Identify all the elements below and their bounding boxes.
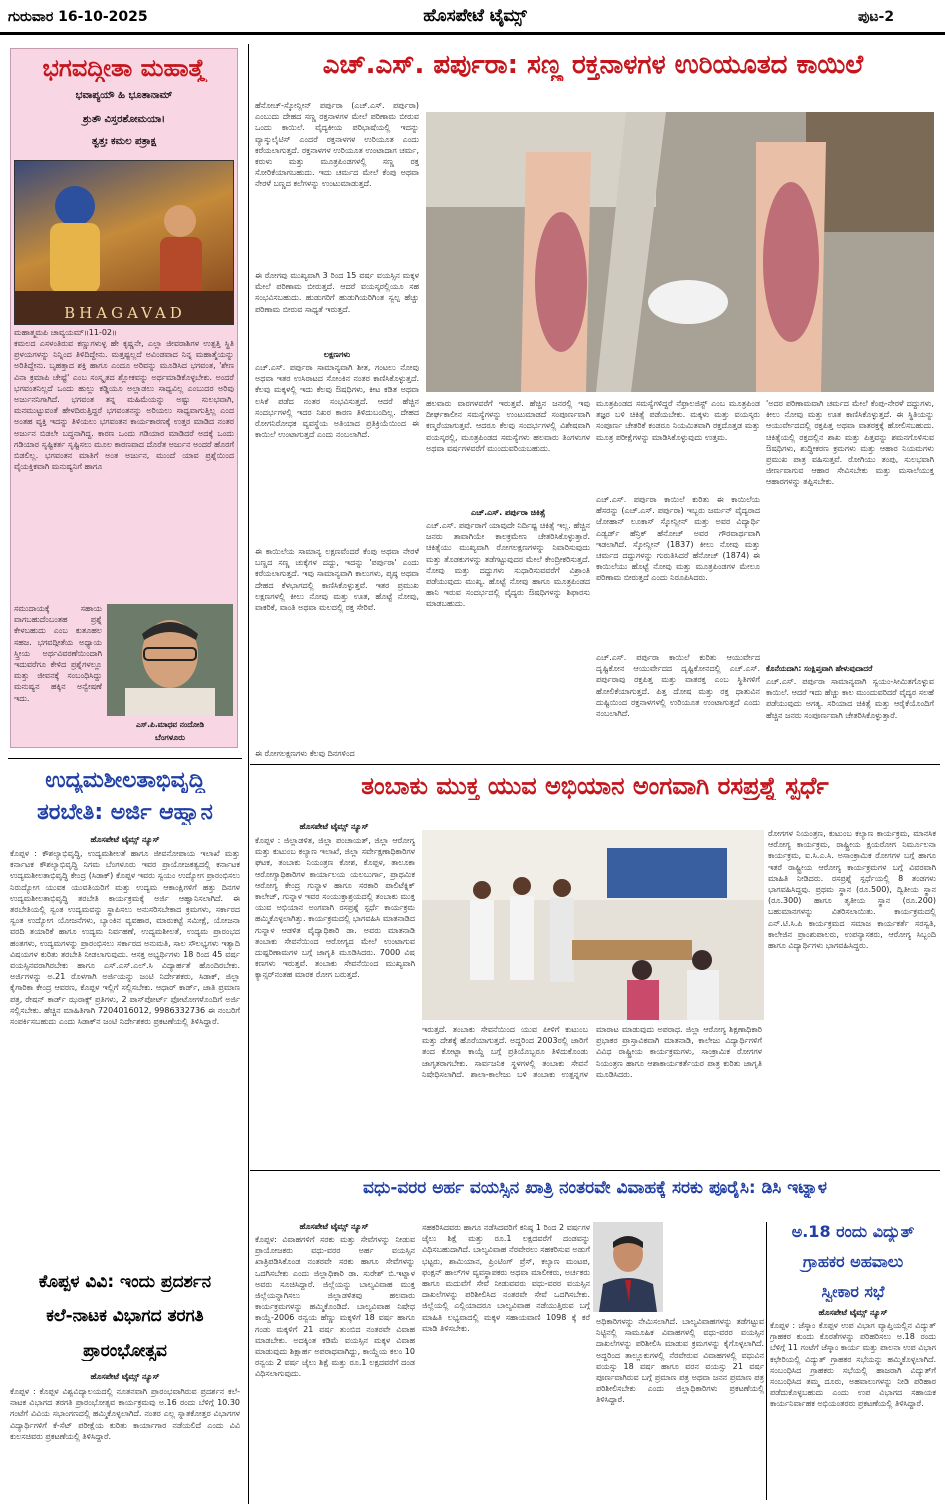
newspaper-title: ಹೊಸಪೇಟೆ ಟೈಮ್ಸ್ [423, 6, 527, 26]
page-number: ಪುಟ-2 [858, 9, 895, 25]
masthead-rule [0, 32, 945, 35]
tobacco-byline: ಹೊಸಪೇಟೆ ಟೈಮ್ಸ್ ನ್ಯೂಸ್ [299, 822, 369, 831]
koppal-headline-1: ಕೊಪ್ಪಳ ವಿವಿ: ಇಂದು ಪ್ರದರ್ಶನ [38, 1272, 212, 1292]
dc-portrait-photo [593, 1222, 663, 1312]
power-headline-2: ಗ್ರಾಹಕರ ಅಹವಾಲು [802, 1252, 904, 1271]
date-label: ಗುರುವಾರ 16-10-2025 [8, 9, 148, 25]
power-byline: ಹೊಸಪೇಟೆ ಟೈಮ್ಸ್ ನ್ಯೂಸ್ [818, 1308, 888, 1317]
gita-body-2: ಸಮುದಾಯಕ್ಕೆ ಸಹಾಯ ವಾಗಬಹುದೆಂಬಂತಹ ಪ್ರಶ್ನೆ ಕೇಳಬಹುದು ಎಂಬ ಕುತೂಹಲ ಸಹಜ. ಭಗವದ್ಗೀತೆಯ ಅಧ್ಯಾಯ ಸ್ತ್ರೀಯ ಅರ್ಥವಿವರಣೆಯಿಂದಾಗಿ ಇದುವರೆಗೂ ಕೇಳಿದ ಪ್ರಶ್ನೆಗಳಲ್ಲೂ ಮತ್ತು ಜೀವನಕ್ಕೆ ಸಂಬಂಧಿಸಿದ್ದು ಮನುಷ್ಯನ ಹಕ್ಕಿನ ಅನ್ವೇಷಣೆ ಇದು. [14, 604, 102, 703]
rule-power [766, 1222, 767, 1500]
author-place: ಬೆಂಗಳೂರು [155, 733, 185, 742]
gita-verse-2: ಶ್ರುತೌ ವಿಸ್ತರಶೋಮಯಾ। [82, 114, 166, 125]
koppal-headline-3: ಪ್ರಾರಂಭೋತ್ಸವ [83, 1341, 167, 1361]
power-headline-1: ಅ.18 ರಂದು ವಿದ್ಯುತ್ [791, 1222, 915, 1241]
author-name: ಎಸ್.ಪಿ.ಮಾಧವ ನಂದೋಡಿ [135, 720, 205, 729]
hsp-col1-p4: ಈ ಕಾಯಿಲೆಯ ಸಾಮಾನ್ಯ ಲಕ್ಷಣವೆಂದರೆ ಕೆಂಪು ಅಥವಾ ನೇರಳೆ ಬಣ್ಣದ ಸಣ್ಣ ಚುಕ್ಕೆಗಳ ದದ್ದು, ಇದನ್ನು 'ಪರ್ಪುರಾ' ಎಂದು ಕರೆಯಲಾಗುತ್ತದೆ. ಇವು ಸಾಮಾನ್ಯವಾಗಿ ಕಾಲುಗಳು, ಪೃಷ್ಠ ಅಥವಾ ದೇಹದ ಕೆಳಭಾಗದಲ್ಲಿ ಕಾಣಿಸಿಕೊಳ್ಳುತ್ತವೆ. ಇತರ ಪ್ರಮುಖ ಲಕ್ಷಣಗಳಲ್ಲಿ ಕೀಲು ನೋವು ಮತ್ತು ಊತ, ಹೊಟ್ಟೆ ನೋವು, ವಾಕರಿಕೆ, ವಾಂತಿ ಅಥವಾ ಮಲದಲ್ಲಿ ರಕ್ತ ಸೇರಿವೆ. [255, 547, 419, 613]
hsp-col1-p5: ಈ ರೋಗಲಕ್ಷಣಗಳು ಕೆಲವು ದಿನಗಳಿಂದ [255, 749, 355, 758]
hsp-col1-p2: ಈ ರೋಗವು ಮುಖ್ಯವಾಗಿ 3 ರಿಂದ 15 ವರ್ಷ ವಯಸ್ಸಿನ ಮಕ್ಕಳ ಮೇಲೆ ಪರಿಣಾಮ ಬೀರುತ್ತದೆ. ಆದರೆ ವಯಸ್ಕರಲ್ಲಿಯೂ ಸಹ ಸಂಭವಿಸಬಹುದು. ಹುಡುಗರಿಗೆ ಹುಡುಗಿಯರಿಗಿಂತ ಸ್ವಲ್ಪ ಹೆಚ್ಚು ಪರಿಣಾಮ ಬೀರುವ ಸಾಧ್ಯತೆ ಇರುತ್ತದೆ. [255, 271, 419, 314]
hsp-col4-p1: 'ಅದರ ಪರಿಣಾಮವಾಗಿ ಚರ್ಮದ ಮೇಲೆ ಕೆಂಪು-ನೇರಳೆ ದದ್ದುಗಳು, ಕೀಲು ನೋವು ಮತ್ತು ಊತ ಕಾಣಿಸಿಕೊಳ್ಳುತ್ತದೆ. ಈ ಸ್ಥಿತಿಯನ್ನು ಆಯುರ್ವೇದದಲ್ಲಿ ರಕ್ತಪಿತ್ತ ಅಥವಾ ವಾತರಕ್ತಕ್ಕೆ ಹೋಲಿಸಬಹುದು. ಚಿಕಿತ್ಸೆಯಲ್ಲಿ ರಕ್ತದಲ್ಲಿನ ಶಾಖ ಮತ್ತು ಪಿತ್ತವನ್ನು ಶಮನಗೊಳಿಸುವ ಔಷಧಿಗಳು, ಶುದ್ಧೀಕರಣ ಕ್ರಮಗಳು ಮತ್ತು ಆಹಾರ ನಿಯಮಗಳು ಪ್ರಮುಖ ಪಾತ್ರ ವಹಿಸುತ್ತವೆ. ರೋಗಿಯು ತಂಪು, ಸುಲಭವಾಗಿ ಜೀರ್ಣವಾಗುವ ಆಹಾರ ಸೇವಿಸಬೇಕು ಮತ್ತು ಮಸಾಲೆಯುಕ್ತ ಆಹಾರಗಳನ್ನು ತಪ್ಪಿಸಬೇಕು. [766, 399, 934, 487]
hsp-col1-p1: ಹೆನೋಚ್-ಸ್ಕೋನ್ಲೀನ್ ಪರ್ಪುರಾ (ಎಚ್.ಎಸ್. ಪರ್ಪುರಾ) ಎಂಬುದು ದೇಹದ ಸಣ್ಣ ರಕ್ತನಾಳಗಳ ಮೇಲೆ ಪರಿಣಾಮ ಬೀರುವ ಒಂದು ಕಾಯಿಲೆ. ವೈದ್ಯಕೀಯ ಪರಿಭಾಷೆಯಲ್ಲಿ ಇದನ್ನು ವ್ಯಾಸ್ಕುಲೈಟಿಸ್ ಎಂದರೆ ರಕ್ತನಾಳಗಳ ಉರಿಯೂತ ಎಂದು ಕರೆಯಲಾಗುತ್ತದೆ. ರಕ್ತನಾಳಗಳ ಉರಿಯೂತ ಉಂಟಾದಾಗ ಚರ್ಮ, ಕರುಳು ಮತ್ತು ಮೂತ್ರಪಿಂಡಗಳಲ್ಲಿ ಸಣ್ಣ ರಕ್ತ ಸೋರಿಕೆಯಾಗಬಹುದು. ಇದು ಚರ್ಮದ ಮೇಲೆ ಕೆಂಪು ಅಥವಾ ನೇರಳೆ ಬಣ್ಣದ ಕಲೆಗಳನ್ನು ಉಂಟುಮಾಡುತ್ತದೆ. [255, 101, 419, 189]
krishna-arjuna-image [14, 160, 234, 325]
quiz-event-photo [422, 830, 764, 1020]
hsp-col2-p2: ಎಚ್.ಎಸ್. ಪರ್ಪುರಾಗೆ ಯಾವುದೇ ನಿರ್ದಿಷ್ಟ ಚಿಕಿತ್ಸೆ ಇಲ್ಲ. ಹೆಚ್ಚಿನ ಜನರು ತಾವಾಗಿಯೇ ಕಾಲಕ್ರಮೇಣ ಚೇತರಿಸಿಕೊಳ್ಳುತ್ತಾರೆ. ಚಿಕಿತ್ಸೆಯು ಮುಖ್ಯವಾಗಿ ರೋಗಲಕ್ಷಣಗಳನ್ನು ನಿವಾರಿಸುವುದು ಮತ್ತು ತೊಡಕುಗಳನ್ನು ತಡೆಗಟ್ಟುವುದರ ಮೇಲೆ ಕೇಂದ್ರೀಕರಿಸುತ್ತದೆ. ನೋವು ಮತ್ತು ದದ್ದುಗಳು ಸುಧಾರಿಸುವವರೆಗೆ ವಿಶ್ರಾಂತಿ ಪಡೆಯುವುದು ಮುಖ್ಯ. ಹೊಟ್ಟೆ ನೋವು ಹಾಗೂ ಮೂತ್ರಪಿಂಡದ ಹಾನಿ ಇರುವ ಸಂದರ್ಭದಲ್ಲಿ ವೈದ್ಯರು ಔಷಧಿಗಳನ್ನು ಶಿಫಾರಸು ಮಾಡಬಹುದು. [426, 521, 590, 609]
tobacco-col3: ರೋಗಗಳ ನಿಯಂತ್ರಣ, ಕುಟುಂಬ ಕಲ್ಯಾಣ ಕಾರ್ಯಕ್ರಮ, ಮಾನಸಿಕ ಆರೋಗ್ಯ ಕಾರ್ಯಕ್ರಮ, ರಾಷ್ಟ್ರೀಯ ಕ್ಷಯರೋಗ ನಿರ್ಮೂಲನಾ ಕಾರ್ಯಕ್ರಮ, ಐ.ಸಿ.ಎ.ಸಿ. ಅಸಾಂಕ್ರಾಮಿಕ ರೋಗಗಳ ಬಗ್ಗೆ ಹಾಗೂ ಇತರೆ ರಾಷ್ಟ್ರೀಯ ಆರೋಗ್ಯ ಕಾರ್ಯಕ್ರಮಗಳ ಬಗ್ಗೆ ವಿವರವಾಗಿ ಮಾಹಿತಿ ನೀಡಿದರು. ರಸಪ್ರಶ್ನೆ ಸ್ಪರ್ಧೆಯಲ್ಲಿ 8 ತಂಡಗಳು ಭಾಗವಹಿಸಿದ್ದವು. ಪ್ರಥಮ ಸ್ಥಾನ (ರೂ.500), ದ್ವಿತೀಯ ಸ್ಥಾನ (ರೂ.300) ಹಾಗೂ ತೃತೀಯ ಸ್ಥಾನ (ರೂ.200) ಬಹುಮಾನಗಳನ್ನು ವಿತರಿಸಲಾಯಿತು. ಕಾರ್ಯಕ್ರಮದಲ್ಲಿ ಎನ್.ಟಿ.ಸಿ.ಪಿ ಕಾರ್ಯಕ್ರಮದ ಸಮಾಜ ಕಾರ್ಯಕರ್ತೆ ಸರಸ್ವತಿ, ಕಾಲೇಜಿನ ಪ್ರಾಂಶುಪಾಲರು, ಉಪನ್ಯಾಸಕರು, ಆರೋಗ್ಯ ಸಿಬ್ಬಂದಿ ಹಾಗೂ ವಿದ್ಯಾರ್ಥಿಗಳು ಭಾಗವಹಿಸಿದ್ದರು. [768, 829, 936, 951]
power-headline-3: ಸ್ವೀಕಾರ ಸಭೆ [821, 1282, 885, 1301]
rule-tobacco-bottom [250, 1170, 940, 1171]
hsp-col3-p1: ಮೂತ್ರಪಿಂಡದ ಸಮಸ್ಯೆಗಳಿದ್ದರೆ ನೆಫ್ರಾಲಜಿಸ್ಟ್ ಎಂಬ ಮೂತ್ರಪಿಂಡ ತಜ್ಞರ ಬಳಿ ಚಿಕಿತ್ಸೆ ಪಡೆಯಬೇಕು. ಮಕ್ಕಳು ಮತ್ತು ವಯಸ್ಕರು ಸಂಪೂರ್ಣ ಚೇತರಿಕೆ ಕಂಡರೂ ನಿಯಮಿತವಾಗಿ ರಕ್ತದೊತ್ತಡ ಮತ್ತು ಮೂತ್ರ ಪರೀಕ್ಷೆಗಳನ್ನು ಮಾಡಿಸಿಕೊಳ್ಳುವುದು ಉತ್ತಮ. [596, 399, 760, 442]
hsp-col3-p3: ಎಚ್.ಎಸ್. ಪರ್ಪುರಾ ಕಾಯಿಲೆ ಕುರಿತು ಆಯುರ್ವೇದ ದೃಷ್ಟಿಕೋನ ಆಯುರ್ವೇದದ ದೃಷ್ಟಿಕೋನದಲ್ಲಿ ಎಚ್.ಎಸ್. ಪರ್ಪುರಾವು ರಕ್ತಪಿತ್ತ ಮತ್ತು ವಾತರಕ್ತ ಎಂಬ ಸ್ಥಿತಿಗಳಿಗೆ ಹೋಲಿಕೆಯಾಗುತ್ತದೆ. ಪಿತ್ತ ದೋಷ ಮತ್ತು ರಕ್ತ ಧಾತುವಿನ ದುಷ್ಟಿಯಿಂದ ರಕ್ತನಾಳಗಳಲ್ಲಿ ಉರಿಯೂತ ಉಂಟಾಗುತ್ತದೆ ಎಂದು ನಂಬಲಾಗಿದೆ. [596, 653, 760, 719]
marriage-col2: ಸಹಕರಿಸಿದವರು ಹಾಗೂ ನಡೆಸಿದವರಿಗೆ ಕನಿಷ್ಠ 1 ರಿಂದ 2 ವರ್ಷಗಳ ಜೈಲು ಶಿಕ್ಷೆ ಮತ್ತು ರೂ.1 ಲಕ್ಷದವರೆಗೆ ದಂಡವನ್ನು ವಿಧಿಸಬಹುದಾಗಿದೆ. ಬಾಲ್ಯವಿವಾಹ ನೆರವೇರಲು ಸಹಕರಿಸುವ ಅಡುಗೆ ಭಟ್ಟರು, ಶಾಮಿಯಾನ, ಪ್ರಿಂಟಿಂಗ್ ಪ್ರೆಸ್, ಕಲ್ಯಾಣ ಮಂಟಪ, ಫಂಕ್ಷನ್ ಹಾಲ್‌ಗಳ ವ್ಯವಸ್ಥಾಪಕರು ಅಥವಾ ಮಾಲೀಕರು, ಅರ್ಚಕರು ಹಾಗೂ ಮದುವೆಗೆ ಸೇವೆ ನೀಡುವವರು ವಧು-ವರರ ವಯಸ್ಸಿನ ದಾಖಲೆಗಳನ್ನು ಪರಿಶೀಲಿಸಿದ ನಂತರವೇ ಸೇವೆ ಒದಗಿಸಬೇಕು. ಜಿಲ್ಲೆಯಲ್ಲಿ ಎಲ್ಲಿಯಾದರೂ ಬಾಲ್ಯವಿವಾಹ ನಡೆಯುತ್ತಿರುವ ಬಗ್ಗೆ ಮಾಹಿತಿ ಲಭ್ಯವಾದಲ್ಲಿ ಮಕ್ಕಳ ಸಹಾಯವಾಣಿ 1098 ಕ್ಕೆ ಕರೆ ಮಾಡಿ ತಿಳಿಸಬೇಕು. [422, 1223, 590, 1333]
hsp-col4-subhead: ಕೊನೆಯದಾಗಿ: ಸಂಕ್ಷಿಪ್ತವಾಗಿ ಹೇಳುವುದಾದರೆ [766, 664, 873, 673]
tobacco-col1: ಕೊಪ್ಪಳ : ಜಿಲ್ಲಾಡಳಿತ, ಜಿಲ್ಲಾ ಪಂಚಾಯತ್, ಜಿಲ್ಲಾ ಆರೋಗ್ಯ ಮತ್ತು ಕುಟುಂಬ ಕಲ್ಯಾಣ ಇಲಾಖೆ, ಜಿಲ್ಲಾ ಸರ್ವೇಕ್ಷಣಾಧಿಕಾರಿಗಳ ಘಟಕ, ತಂಬಾಕು ನಿಯಂತ್ರಣ ಕೋಶ, ಕೊಪ್ಪಳ, ತಾಲೂಕಾ ಆರೋಗ್ಯಾಧಿಕಾರಿಗಳ ಕಾರ್ಯಾಲಯ ಯಲಬುರ್ಗಾ, ಪ್ರಾಥಮಿಕ ಆರೋಗ್ಯ ಕೇಂದ್ರ ಗುನ್ನಾಳ ಹಾಗೂ ಸರಕಾರಿ ಪಾಲಿಟೆಕ್ನಿಕ್ ಕಾಲೇಜ್, ಗುನ್ನಾಳ ಇವರ ಸಂಯುಕ್ತಾಶ್ರಯದಲ್ಲಿ ತಂಬಾಕು ಮುಕ್ತ ಯುವ ಅಭಿಯಾನ ಅಂಗವಾಗಿ ರಸಪ್ರಶ್ನೆ ಸ್ಪರ್ಧೆ ಕಾರ್ಯಕ್ರಮ ಹಮ್ಮಿಕೊಳ್ಳಲಾಗಿತ್ತು. ಕಾರ್ಯಕ್ರಮದಲ್ಲಿ ಭಾಗವಹಿಸಿ ಮಾತನಾಡಿದ ಗುನ್ನಾಳ ಆಡಳಿತ ವೈದ್ಯಾಧಿಕಾರಿ ಡಾ. ಅವರು ಮಾತನಾಡಿ ತಂಬಾಕು ಸೇವನೆಯಿಂದ ಆರೋಗ್ಯದ ಮೇಲೆ ಉಂಟಾಗುವ ದುಷ್ಪರಿಣಾಮಗಳ ಬಗ್ಗೆ ಜಾಗೃತಿ ಮೂಡಿಸಿದರು. 7000 ವಿಷ ಕಣಗಳು ಇರುತ್ತವೆ. ತಂಬಾಕು ಸೇವನೆಯಿಂದ ಮುಖ್ಯವಾಗಿ ಕ್ಯಾನ್ಸರ್‌ನಂತಹ ಮಾರಕ ರೋಗ ಬರುತ್ತದೆ. [255, 836, 415, 980]
udyama-headline-1: ಉದ್ಯಮಶೀಲತಾಭಿವೃದ್ಧಿ [45, 768, 205, 793]
hsp-col1-p3: ಎಚ್.ಎಸ್. ಪರ್ಪುರಾ ಸಾಮಾನ್ಯವಾಗಿ ಶೀತ, ಗಂಟಲು ನೋವು ಅಥವಾ ಇತರ ಉಸಿರಾಟದ ಸೋಂಕಿನ ನಂತರ ಕಾಣಿಸಿಕೊಳ್ಳುತ್ತದೆ. ಕೆಲವು ಮಕ್ಕಳಲ್ಲಿ ಇದು ಕೆಲವು ಔಷಧಿಗಳು, ಕೀಟ ಕಡಿತ ಅಥವಾ ಲಸಿಕೆ ಪಡೆದ ನಂತರ ಸಂಭವಿಸುತ್ತದೆ. ಆದರೆ ಹೆಚ್ಚಿನ ಸಂದರ್ಭಗಳಲ್ಲಿ ಇದರ ನಿಖರ ಕಾರಣ ತಿಳಿದುಬಂದಿಲ್ಲ. ದೇಹದ ರೋಗನಿರೋಧಕ ವ್ಯವಸ್ಥೆಯ ಅತಿಯಾದ ಪ್ರತಿಕ್ರಿಯೆಯಿಂದ ಈ ಕಾಯಿಲೆ ಉಂಟಾಗುತ್ತದೆ ಎಂದು ನಂಬಲಾಗಿದೆ. [255, 363, 419, 440]
koppal-body: ಕೊಪ್ಪಳ : ಕೊಪ್ಪಳ ವಿಶ್ವವಿದ್ಯಾಲಯದಲ್ಲಿ ನೂತನವಾಗಿ ಪ್ರಾರಂಭವಾಗಿರುವ ಪ್ರದರ್ಶನ ಕಲೆ-ನಾಟಕ ವಿಭಾಗದ ತರಗತಿ ಪ್ರಾರಂಭೋತ್ಸವ ಕಾರ್ಯಕ್ರಮವು ಅ.16 ರಂದು ಬೆಳಿಗ್ಗೆ 10.30 ಗಂಟೆಗೆ ವಿವಿಯ ಸಭಾಂಗಣದಲ್ಲಿ ಹಮ್ಮಿಕೊಳ್ಳಲಾಗಿದೆ. ನಂತರ ಎಲ್ಲ ಸ್ನಾತಕೋತ್ತರ ವಿಭಾಗಗಳ ವಿದ್ಯಾರ್ಥಿಗಳಿಗೆ ಕೆ-ಸೆಟ್ ಪರೀಕ್ಷೆಯ ಕುರಿತು ಕಾರ್ಯಾಗಾರ ನಡೆಯಲಿದೆ ಎಂದು ವಿವಿ ಕುಲಸಚಿವರು ಪ್ರಕಟಣೆಯಲ್ಲಿ ತಿಳಿಸಿದ್ದಾರೆ. [10, 1387, 240, 1441]
koppal-headline-2: ಕಲೆ-ನಾಟಕ ವಿಭಾಗದ ತರಗತಿ [46, 1306, 204, 1326]
hsp-col2-subhead: ಎಚ್.ಎಸ್. ಪರ್ಪುರಾ ಚಿಕಿತ್ಸೆ [470, 508, 546, 517]
koppal-byline: ಹೊಸಪೇಟೆ ಟೈಮ್ಸ್ ನ್ಯೂಸ್ [90, 1372, 160, 1381]
hsp-col4-p2: ಎಚ್.ಎಸ್. ಪರ್ಪುರಾ ಸಾಮಾನ್ಯವಾಗಿ ಸ್ವಯಂ-ಸೀಮಿತಗೊಳ್ಳುವ ಕಾಯಿಲೆ. ಆದರೆ ಇದು ಹೆಚ್ಚು ಕಾಲ ಮುಂದುವರಿದರೆ ವೈದ್ಯರ ಸಲಹೆ ಪಡೆಯುವುದು ಅಗತ್ಯ. ಸರಿಯಾದ ಚಿಕಿತ್ಸೆ ಮತ್ತು ಆರೈಕೆಯೊಂದಿಗೆ ಹೆಚ್ಚಿನ ಜನರು ಸಂಪೂರ್ಣವಾಗಿ ಚೇತರಿಸಿಕೊಳ್ಳುತ್ತಾರೆ. [766, 677, 934, 720]
power-body: ಕೊಪ್ಪಳ : ಜೆಸ್ಕಾಂ ಕೊಪ್ಪಳ ಉಪ ವಿಭಾಗ ವ್ಯಾಪ್ತಿಯಲ್ಲಿನ ವಿದ್ಯುತ್ ಗ್ರಾಹಕರ ಕುಂದು ಕೊರತೆಗಳನ್ನು ಪರಿಹರಿಸಲು ಅ.18 ರಂದು ಬೆಳಿಗ್ಗೆ 11 ಗಂಟೆಗೆ ಜೆಸ್ಕಾಂ ಕಾರ್ಯ ಮತ್ತು ಪಾಲನಾ ಉಪ ವಿಭಾಗ ಕಛೇರಿಯಲ್ಲಿ ವಿದ್ಯುತ್ ಗ್ರಾಹಕರ ಸಭೆಯನ್ನು ಹಮ್ಮಿಕೊಳ್ಳಲಾಗಿದೆ. ಸಂಬಂಧಿಸಿದ ಗ್ರಾಹಕರು ಸಭೆಯಲ್ಲಿ ಹಾಜರಾಗಿ ವಿದ್ಯುತ್‌ಗೆ ಸಂಬಂಧಿಸಿದ ತಮ್ಮ ದೂರು, ಅಹವಾಲುಗಳನ್ನು ನೀಡಿ ಪರಿಹಾರ ಪಡೆದುಕೊಳ್ಳಬಹುದು ಎಂದು ಉಪ ವಿಭಾಗದ ಸಹಾಯಕ ಕಾರ್ಯನಿರ್ವಾಹಕ ಅಭಿಯಂತರರು ಪ್ರಕಟಣೆಯಲ್ಲಿ ತಿಳಿಸಿದ್ದಾರೆ. [770, 1321, 936, 1409]
author-photo [107, 604, 233, 716]
rule-left-mid [8, 758, 242, 759]
tobacco-col2: ಇರುತ್ತದೆ. ತಂಬಾಕು ಸೇವನೆಯಿಂದ ಯುವ ಪೀಳಿಗೆ ಕುಟುಂಬ ಮತ್ತು ದೇಶಕ್ಕೆ ಹೊರೆಯಾಗುತ್ತದೆ. ಅದ್ದರಿಂದ 2003ರಲ್ಲಿ ಜಾರಿಗೆ ತಂದ ಕೋಟ್ಪಾ ಕಾಯ್ದೆ ಬಗ್ಗೆ ಪ್ರತಿಯೊಬ್ಬರೂ ತಿಳಿದುಕೊಂಡು ಜಾಗೃತರಾಗಬೇಕು. ಸಾರ್ವಜನಿಕ ಸ್ಥಳಗಳಲ್ಲಿ ತಂಬಾಕು ಸೇವನೆ ನಿಷೇಧಿಸಲಾಗಿದೆ. ಶಾಲಾ-ಕಾಲೇಜು ಬಳಿ ತಂಬಾಕು ಉತ್ಪನ್ನಗಳ ಮಾರಾಟ ಮಾಡುವುದು ಅಪರಾಧ. ಜಿಲ್ಲಾ ಆರೋಗ್ಯ ಶಿಕ್ಷಣಾಧಿಕಾರಿ ಪ್ರಭಾಕರ ಪ್ರಾಸ್ತಾವಿಕವಾಗಿ ಮಾತನಾಡಿ, ಕಾಲೇಜು ವಿದ್ಯಾರ್ಥಿಗಳಿಗೆ ವಿವಿಧ ರಾಷ್ಟ್ರೀಯ ಕಾರ್ಯಕ್ರಮಗಳು, ಸಾಂಕ್ರಾಮಿಕ ರೋಗಗಳ ನಿಯಂತ್ರಣ ಹಾಗೂ ಆಶಾಕಾರ್ಯಕರ್ತೆಯರ ಪಾತ್ರ ಕುರಿತು ಜಾಗೃತಿ ಮೂಡಿಸಿದರು. [422, 1025, 762, 1079]
marriage-col1: ಕೊಪ್ಪಳ: ವಿವಾಹಗಳಿಗೆ ಸರಕು ಮತ್ತು ಸೇವೆಗಳನ್ನು ನೀಡುವ ಪ್ರಾಯೋಜಕರು ವಧು-ವರರ ಅರ್ಹ ವಯಸ್ಸಿನ ಖಾತ್ರಿಪಡಿಸಿಕೊಂಡ ನಂತರವೇ ಸರಕು ಹಾಗೂ ಸೇವೆಗಳನ್ನು ಒದಗಿಸಬೇಕು ಎಂದು ಜಿಲ್ಲಾಧಿಕಾರಿ ಡಾ. ಸುರೇಶ್ ಬಿ.ಇಟ್ನಾಳ ಅವರು ಸೂಚಿಸಿದ್ದಾರೆ. ಜಿಲ್ಲೆಯನ್ನು ಬಾಲ್ಯವಿವಾಹ ಮುಕ್ತ ಜಿಲ್ಲೆಯನ್ನಾಗಿಸಲು ಜಿಲ್ಲಾಡಳಿತವು ಹಲವಾರು ಕಾರ್ಯಕ್ರಮಗಳನ್ನು ಹಮ್ಮಿಕೊಂಡಿದೆ. ಬಾಲ್ಯವಿವಾಹ ನಿಷೇಧ ಕಾಯ್ದೆ-2006 ರನ್ವಯ ಹೆಣ್ಣು ಮಕ್ಕಳಿಗೆ 18 ವರ್ಷ ಹಾಗೂ ಗಂಡು ಮಕ್ಕಳಿಗೆ 21 ವರ್ಷ ತುಂಬಿದ ನಂತರವೇ ವಿವಾಹ ಮಾಡಬೇಕು. ಅದಕ್ಕಿಂತ ಕಡಿಮೆ ವಯಸ್ಸಿನ ಮಕ್ಕಳ ವಿವಾಹ ಮಾಡುವುದು ಶಿಕ್ಷಾರ್ಹ ಅಪರಾಧವಾಗಿದ್ದು, ಕಾಯ್ದೆಯ ಕಲಂ 10 ರನ್ವಯ 2 ವರ್ಷ ಜೈಲು ಶಿಕ್ಷೆ ಮತ್ತು ರೂ.1 ಲಕ್ಷದವರೆಗೆ ದಂಡ ವಿಧಿಸಲಾಗುವುದು. [255, 1235, 415, 1379]
gita-title: ಭಗವದ್ಗೀತಾ ಮಹಾತ್ಮೆ [42, 54, 206, 82]
gita-image-caption: BHAGAVAD [64, 304, 186, 322]
hsp-col3-p2: ಎಚ್.ಎಸ್. ಪರ್ಪುರಾ ಕಾಯಿಲೆ ಕುರಿತು ಈ ಕಾಯಿಲೆಯ ಹೆಸರನ್ನು (ಎಚ್.ಎಸ್. ಪರ್ಪುರಾ) ಇಬ್ಬರು ಜರ್ಮನ್ ವೈದ್ಯರಾದ ಜೋಹಾನ್ ಲೂಕಾಸ್ ಸ್ಕೋನ್ಲೀನ್ ಮತ್ತು ಅವರ ವಿದ್ಯಾರ್ಥಿ ಎಡ್ವರ್ಡ್ ಹೆನ್ರಿಕ್ ಹೆನೋಚ್ ಅವರ ಗೌರವಾರ್ಥವಾಗಿ ಇಡಲಾಗಿದೆ. ಸ್ಕೋನ್ಲೀನ್ (1837) ಕೀಲು ನೋವು ಮತ್ತು ಚರ್ಮದ ದದ್ದುಗಳನ್ನು ಗುರುತಿಸಿದರೆ ಹೆನೋಚ್ (1874) ಈ ಕಾಯಿಲೆಯು ಹೊಟ್ಟೆ ನೋವು ಮತ್ತು ಮೂತ್ರಪಿಂಡಗಳ ಮೇಲೂ ಪರಿಣಾಮ ಬೀರುತ್ತದೆ ಎಂದು ನಿರೂಪಿಸಿದರು. [596, 495, 760, 583]
hsp-headline: ಎಚ್.ಎಸ್. ಪರ್ಪುರಾ: ಸಣ್ಣ ರಕ್ತನಾಳಗಳ ಉರಿಯೂತದ ಕಾಯಿಲೆ [322, 50, 864, 80]
tobacco-headline: ತಂಬಾಕು ಮುಕ್ತ ಯುವ ಅಭಿಯಾನ ಅಂಗವಾಗಿ ರಸಪ್ರಶ್ನೆ ಸ್ಪರ್ಧೆ [361, 772, 829, 800]
purpura-legs-photo [426, 112, 934, 392]
gita-body-1: ಕಮಲದ ಎಸಳಂತಿರುವ ಕಣ್ಣುಗಳುಳ್ಳ ಹೇ ಕೃಷ್ಣನೇ, ಎಲ್ಲಾ ಜೀವರಾಶಿಗಳ ಉತ್ಪತ್ತಿ ಸ್ಥಿತಿ ಪ್ರಳಯಗಳನ್ನು ನಿನ್ನಿಂದ ತಿಳಿದಿದ್ದೇನು. ಮತ್ತಷ್ಟಲ್ಲದೆ ಅವಿಂಡವಾದ ನಿನ್ನ ಮಹಾತ್ಮೆಯನ್ನು ಅರಿತಿದ್ದೇನು. ಬೃಹತ್ತಾದ ಶಕ್ತಿ ಹಾಗೂ ಎಂದೂ ಅರಿವನ್ನು ಮೂಡಿಸಿದ ಭಗವಂತ, 'ಶೇಣ ವಿನಾ ಕ್ರಮಾಪಿ ಚೇಷ್ಟೆ' ಎಂಬ ಸಂಸ್ಕೃತದ ಶ್ಲೋಕವನ್ನು ಅರ್ಥಮಾಡಿಕೊಳ್ಳಬೇಕು. ಅಂದರೆ ಭಗವಂತನಿಲ್ಲದೆ ಒಂದು ಹುಲ್ಲು ಕಡ್ಡಿಯೂ ಅಲ್ಲಾಡಲು ಸಾಧ್ಯವಿಲ್ಲ ಎಂಬುದರ ಅರಿವು ಅರ್ಜುನನಿಗಾಗಿದೆ. ಭಗವಂತ ತನ್ನ ಮಹಿಮೆಯನ್ನು ಅಷ್ಟು ಸುಲಭವಾಗಿ, ಮನಮುಟ್ಟುವಂತೆ ಹೇಳದಿರುತ್ತಿದ್ದರೆ ಭಗವಂತನನ್ನು ಅರಿಯಲು ಸಾಧ್ಯವಾಗುತ್ತಿಲ್ಲ ಎಂದ ಅಂತಹ ವ್ಯಕ್ತಿ ಇದನ್ನು ತಿಳಿಯಲು ಭಗವಂತನ ಕಾರ್ಯಕಾರಣಕ್ಕೆ ಉತ್ತರ ಮಾಡಿದ ನಂತರ ಅರ್ಜುನ ಬಿಡಲೇ ಬದ್ಧನಾಗಿದ್ದ. ಕಾರಣ ಒಂದು ಗಡಿಯಾರ ಮಾಡಿದರೆ ಅದಕ್ಕೆ ಒಂದು ಗಡಿಯಾರ ಸೃಷ್ಟಿಕರ್ತ ಸೃಷ್ಟಿಸಲು ಮೂಲ ಕಾರಣವಾದ ದೊರೆತ ಅರ್ಜುನ ಅಂದರೆ ಹೊರಗೆ ಬಿಡಲಿಲ್ಲ. ಭಗವಂತನ ಮಾತಿಗೆ ಅಂತ ಅರ್ಜುನ, ಮುಂದೆ ಯಾವ ಪ್ರಶ್ನೆಯಿಂದ ವೈಯಕ್ತಿಕವಾಗಿ ಮನುಷ್ಯನಿಗೆ ಹಾಗೂ [14, 339, 234, 472]
marriage-byline: ಹೊಸಪೇಟೆ ಟೈಮ್ಸ್ ನ್ಯೂಸ್ [299, 1222, 369, 1231]
rule-hsp-bottom [250, 764, 940, 765]
rule-col-a [248, 44, 249, 1504]
udyama-body: ಕೊಪ್ಪಳ : ಕೌಶಲ್ಯಾಭಿವೃದ್ಧಿ, ಉದ್ಯಮಶೀಲತೆ ಹಾಗೂ ಜೀವನೋಪಾಯ ಇಲಾಖೆ ಮತ್ತು ಕರ್ನಾಟಕ ಕೌಶಲ್ಯಾಭಿವೃದ್ಧಿ ನಿಗಮ ಬೆಂಗಳೂರು ಇವರ ಪ್ರಾಯೋಜಕತ್ವದಲ್ಲಿ ಕರ್ನಾಟಕ ಉದ್ಯಮಶೀಲತಾಭಿವೃದ್ಧಿ ಕೇಂದ್ರ (ಸಿಡಾಕ್) ಕೊಪ್ಪಳ ಇವರು ಸ್ವಯಂ ಉದ್ಯೋಗ ಪ್ರಾರಂಭಿಸಲು ನಿರುದ್ಯೋಗ ಯುವಕ ಯುವತಿಯರಿಗೆ ಮತ್ತು ಉದ್ಯಮ ಆಕಾಂಕ್ಷಿಗಳಿಗೆ ಹತ್ತು ದಿನಗಳ ಉದ್ಯಮಶೀಲತಾಭಿವೃದ್ಧಿ ತರಬೇತಿ ಕಾರ್ಯಕ್ರಮಕ್ಕೆ ಅರ್ಜಿ ಆಹ್ವಾನಿಸಲಾಗಿದೆ. ಈ ತರಬೇತಿಯಲ್ಲಿ ಸ್ವಂತ ಉದ್ಯಮವನ್ನು ಸ್ಥಾಪಿಸಲು ಅನುಸರಿಸಬೇಕಾದ ಕ್ರಮಗಳು, ಸರ್ಕಾರದ ಸ್ವಂತ ಉದ್ಯೋಗ ಯೋಜನೆಗಳು, ಬ್ಯಾಂಕಿನ ವ್ಯವಹಾರ, ಮಾರುಕಟ್ಟೆ ಸಮೀಕ್ಷೆ, ಯೋಜನಾ ವರದಿ ತಯಾರಿಕೆ ಹಾಗೂ ಉದ್ಯಮ ನಿರ್ವಹಣೆ, ಉದ್ಯಮಶೀಲತೆ, ಉದ್ಯಮ ಪ್ರಾರಂಭದ ಹಂತಗಳು, ಉದ್ಯಮಗಳನ್ನು ಪ್ರಾರಂಭಿಸಲು ಸರ್ಕಾರದ ಅನುಮತಿ, ಸಾಲ ಸೌಲಭ್ಯಗಳು ಇತ್ಯಾದಿ ವಿಷಯಗಳ ಕುರಿತು ತರಬೇತಿ ನೀಡಲಾಗುವುದು. ಆಸಕ್ತ ಅಭ್ಯರ್ಥಿಗಳು 18 ರಿಂದ 45 ವರ್ಷ ವಯಸ್ಸಿನವರಾಗಿರಬೇಕು ಹಾಗೂ ಎಸ್.ಎಸ್.ಎಲ್.ಸಿ ವಿದ್ಯಾರ್ಹತೆ ಹೊಂದಿರಬೇಕು. ಅರ್ಜಿಗಳನ್ನು ಅ.21 ರೊಳಗಾಗಿ ಅರ್ಜಿಯನ್ನು ಜಂಟಿ ನಿರ್ದೇಶಕರು, ಸಿಡಾಕ್, ಜಿಲ್ಲಾ ಕೈಗಾರಿಕಾ ಕೇಂದ್ರ ಆವರಣ, ಕೊಪ್ಪಳ ಇಲ್ಲಿಗೆ ಸಲ್ಲಿಸಬೇಕು. ಆಧಾರ್ ಕಾರ್ಡ್, ಜಾತಿ ಪ್ರಮಾಣ ಪತ್ರ, ರೇಷನ್ ಕಾರ್ಡ್ ಝರಾಕ್ಸ್ ಪ್ರತಿಗಳು, 2 ಪಾಸ್‌ಪೋರ್ಟ್ ಫೋಟೋಗಳೊಂದಿಗೆ ಅರ್ಜಿ ಸಲ್ಲಿಸಬೇಕು. ಹೆಚ್ಚಿನ ಮಾಹಿತಿಗಾಗಿ 7204016012, 9986332736 ಈ ನಂಬರಿಗೆ ಸಂಪರ್ಕಿಸಬಹುದು ಎಂದು ಸಿಡಾಕ್‌ನ ಜಂಟಿ ನಿರ್ದೇಶಕರು ಪ್ರಕಟಣೆಯಲ್ಲಿ ತಿಳಿಸಿದ್ದಾರೆ. [10, 849, 240, 1027]
marriage-headline: ವಧು-ವರರ ಅರ್ಹ ವಯಸ್ಸಿನ ಖಾತ್ರಿ ನಂತರವೇ ವಿವಾಹಕ್ಕೆ ಸರಕು ಪೂರೈಸಿ: ಡಿಸಿ ಇಟ್ನಾಳ [363, 1178, 827, 1198]
marriage-col3: ಅಧಿಕಾರಿಗಳನ್ನು ನೇಮಿಸಲಾಗಿದೆ. ಬಾಲ್ಯವಿವಾಹಗಳನ್ನು ತಡೆಗಟ್ಟುವ ನಿಟ್ಟಿನಲ್ಲಿ ಸಾಮೂಹಿಕ ವಿವಾಹಗಳಲ್ಲಿ ವಧು-ವರರ ವಯಸ್ಸಿನ ದಾಖಲೆಗಳನ್ನು ಪರಿಶೀಲಿಸಿ ಮಾಡುವ ಕ್ರಮಗಳನ್ನು ಕೈಗೊಳ್ಳಲಾಗಿದೆ. ಅದ್ದರಿಂದ ತಾಲ್ಲೂಕುಗಳಲ್ಲಿ ನೆರವೇರುವ ವಿವಾಹಗಳಲ್ಲಿ ವಧುವಿನ ವಯಸ್ಸು 18 ವರ್ಷ ಹಾಗೂ ವರನ ವಯಸ್ಸು 21 ವರ್ಷ ಪೂರ್ಣವಾಗಿರುವ ಬಗ್ಗೆ ಪ್ರಮಾಣ ಪತ್ರ ಅಥವಾ ಜನನ ಪ್ರಮಾಣ ಪತ್ರ ಪರಿಶೀಲಿಸಬೇಕು ಎಂದು ಜಿಲ್ಲಾಧಿಕಾರಿಗಳು ಪ್ರಕಟಣೆಯಲ್ಲಿ ತಿಳಿಸಿದ್ದಾರೆ. [596, 1317, 764, 1405]
udyama-headline-2: ತರಬೇತಿ: ಅರ್ಜಿ ಆಹ್ವಾನ [37, 800, 213, 825]
hsp-col2-p1: ಹಲವಾರು ವಾರಗಳವರೆಗೆ ಇರುತ್ತವೆ. ಹೆಚ್ಚಿನ ಜನರಲ್ಲಿ ಇವು ದೀರ್ಘಕಾಲೀನ ಸಮಸ್ಯೆಗಳನ್ನು ಉಂಟುಮಾಡದೆ ಸಂಪೂರ್ಣವಾಗಿ ಕಣ್ಮರೆಯಾಗುತ್ತವೆ. ಆದರೂ ಕೆಲವು ಸಂದರ್ಭಗಳಲ್ಲಿ ವಿಶೇಷವಾಗಿ ವಯಸ್ಕರಲ್ಲಿ, ಮೂತ್ರಪಿಂಡದ ಸಮಸ್ಯೆಗಳು ಹಲವಾರು ತಿಂಗಳುಗಳ ಅಥವಾ ವರ್ಷಗಳವರೆಗೆ ಮುಂದುವರಿಯಬಹುದು. [426, 399, 590, 453]
gita-verse-ref: ಮಹಾತ್ಮ್ಯಮಪಿ ಚಾವ್ಯಯಮ್॥11-02॥ [14, 328, 117, 337]
udyama-byline: ಹೊಸಪೇಟೆ ಟೈಮ್ಸ್ ನ್ಯೂಸ್ [90, 835, 160, 844]
hsp-col1-subhead: ಲಕ್ಷಣಗಳು [323, 350, 351, 359]
gita-verse-1: ಭವಾಪ್ಯಯೌ ಹಿ ಭೂತಾನಾಮ್ [75, 90, 173, 101]
gita-verse-3: ತ್ವತ್ತಃ ಕಮಲ ಪತ್ರಾಕ್ಷ [91, 136, 157, 147]
